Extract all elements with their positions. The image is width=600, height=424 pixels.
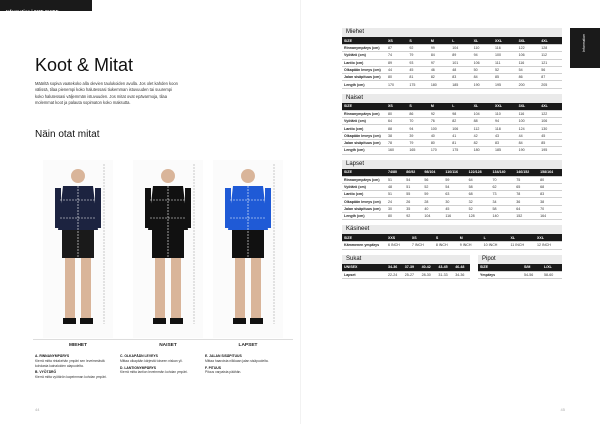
size-table-miehet: [342, 28, 562, 89]
table-cell: 81: [407, 74, 428, 81]
table-cell: 124: [517, 125, 540, 132]
table-cell: 12 INCH: [535, 242, 562, 249]
table-header-cell: 4XL: [539, 37, 562, 45]
intro-text: Määritä sopiva vaatekoko alla olevien taulukoiden avulla. Jos olet kahden koon välissä, tilaa pienempi koko halutessasi tiukemman istuvuuden tai suurempi koko halutessasi väljemmän istuvuuden. Jos mitat ovat epävarmoja, tilaa molemmat koot ja palauta sopimaton koko maksutta.: [35, 81, 178, 106]
table-cell: 11 INCH: [509, 242, 536, 249]
table-cell: 110: [493, 110, 517, 117]
table-cell: 94: [407, 125, 428, 132]
person-silhouette-icon: [38, 160, 118, 338]
table-cell: 92: [404, 213, 422, 220]
table-cell: 44: [386, 66, 407, 73]
size-table-käsineet: [342, 225, 562, 249]
side-tab-label: Information: [582, 34, 586, 52]
table-cell: 104: [422, 213, 443, 220]
table-cell: 118: [493, 125, 517, 132]
table-cell: 195: [493, 81, 517, 88]
table-cell: 30: [386, 205, 404, 212]
table-cell: 99: [429, 45, 450, 52]
table-cell: 43: [493, 132, 517, 139]
table-header-cell: SIZE: [342, 103, 386, 111]
table-cell: 83: [538, 191, 562, 198]
table-cell: Rinnanympärys (cm): [342, 110, 386, 117]
person-figure-lapset: [208, 160, 288, 348]
table-cell: 38: [386, 132, 407, 139]
note-text: Mittaa olkapään kärjestä toiseen niskan yli.: [120, 358, 183, 363]
table-cell: Rinnanympärys (cm): [342, 176, 386, 183]
table-cell: 28-30: [420, 271, 437, 278]
table-cell: 58-60: [542, 271, 562, 278]
table-cell: 68: [538, 183, 562, 190]
table-header-cell: S/M: [522, 264, 542, 272]
table-header-cell: L: [450, 37, 471, 45]
table-cell: 82: [429, 74, 450, 81]
table-cell: 100: [517, 118, 540, 125]
table-header-cell: L/XL: [542, 264, 562, 272]
table-cell: 24: [386, 198, 404, 205]
table-cell: 51: [404, 183, 422, 190]
small-tables-row: [342, 255, 562, 284]
table-cell: Rinnanympärys (cm): [342, 45, 386, 52]
table-cell: 52: [422, 183, 443, 190]
table-cell: Lantio (cm): [342, 59, 386, 66]
table-cell: 112: [472, 125, 493, 132]
table-cell: 84: [517, 139, 540, 146]
table-header-cell: 34-36: [386, 264, 403, 272]
table-cell: 110: [472, 45, 493, 52]
section-header: [0, 0, 92, 14]
table-cell: 140: [490, 213, 514, 220]
table-cell: 152: [514, 213, 538, 220]
table-header-cell: UNISEX: [342, 264, 386, 272]
table-cell: Kämmenen ympärys: [342, 242, 386, 249]
table-cell: Olkapään leveys (cm): [342, 132, 386, 139]
table-cell: 56: [422, 176, 443, 183]
table-cell: Vyötärö (cm): [342, 183, 386, 190]
table-cell: 73: [490, 191, 514, 198]
table-cell: 54: [443, 183, 466, 190]
table-cell: 51: [386, 176, 404, 183]
table-cell: 98: [450, 110, 471, 117]
table-header-cell: S: [407, 103, 428, 111]
table-cell: 44: [517, 132, 540, 139]
table-cell: 42: [472, 132, 493, 139]
table-title: Miehet: [342, 28, 562, 37]
table-header-cell: 86/92: [404, 169, 422, 177]
table-cell: 116: [517, 59, 540, 66]
table-cell: 34: [490, 198, 514, 205]
table-header-cell: XXL: [493, 103, 517, 111]
table-cell: 86: [517, 74, 540, 81]
table-header-cell: XS: [410, 234, 434, 242]
table-row: [342, 183, 562, 190]
person-figure-miehet: [38, 160, 118, 348]
table-row: [342, 191, 562, 198]
table-row: [342, 242, 562, 249]
table-cell: 54: [517, 66, 540, 73]
table-cell: 40: [429, 132, 450, 139]
table-cell: 80: [386, 110, 407, 117]
table-title: Naiset: [342, 94, 562, 103]
table-cell: 39: [407, 132, 428, 139]
table-cell: 84: [429, 52, 450, 59]
note-column: [120, 352, 200, 375]
person-silhouette-icon: [128, 160, 208, 338]
table-cell: 170: [386, 81, 407, 88]
note-heading: B. VYÖTÄRÖ: [35, 370, 57, 375]
table-row: [478, 271, 562, 278]
table-cell: 58: [490, 205, 514, 212]
table-cell: 45: [407, 66, 428, 73]
table-header-cell: SIZE: [342, 37, 386, 45]
table-title: Lapset: [342, 160, 562, 169]
table-header-cell: 3XL: [517, 103, 540, 111]
table-cell: 92: [429, 110, 450, 117]
table-cell: 78: [386, 139, 407, 146]
table-cell: 83: [493, 139, 517, 146]
table-row: [342, 125, 562, 132]
table-header-cell: XXL: [535, 234, 562, 242]
table-cell: 180: [472, 147, 493, 154]
table-cell: Jalan sisäpituus (cm): [342, 74, 386, 81]
table-header-cell: XXS: [386, 234, 410, 242]
table-cell: 82: [450, 118, 471, 125]
table-cell: 80: [538, 176, 562, 183]
table-cell: 85: [493, 74, 517, 81]
table-cell: 28: [422, 198, 443, 205]
table-cell: Jalan sisäpituus (cm): [342, 139, 386, 146]
table-header-cell: 98/104: [422, 169, 443, 177]
table-header-cell: 40-42: [420, 264, 437, 272]
left-page: [35, 55, 305, 140]
table-cell: 48: [450, 66, 471, 73]
table-cell: 59: [443, 176, 466, 183]
table-row: [342, 132, 562, 139]
size-table-lapset: [342, 160, 562, 221]
table-header-cell: XL: [472, 103, 493, 111]
table-row: [342, 74, 562, 81]
table-row: [342, 66, 562, 73]
table-cell: 79: [407, 52, 428, 59]
table-cell: Vyötärö (cm): [342, 52, 386, 59]
table-cell: 70: [490, 176, 514, 183]
table-cell: 35: [404, 205, 422, 212]
table-cell: 106: [517, 52, 540, 59]
table-cell: 175: [407, 81, 428, 88]
table-cell: 116: [443, 213, 466, 220]
table-cell: 51: [386, 191, 404, 198]
size-table-pipot: [478, 255, 562, 279]
table-header-cell: XS: [386, 103, 407, 111]
table-cell: 128: [467, 213, 491, 220]
table-row: [342, 176, 562, 183]
table-cell: 34-36: [453, 271, 470, 278]
table-cell: 22-24: [386, 271, 403, 278]
table-header-cell: 43-45: [436, 264, 453, 272]
table-cell: 10 INCH: [482, 242, 509, 249]
table-cell: 94: [472, 52, 493, 59]
table-cell: 89: [386, 59, 407, 66]
table-cell: 195: [539, 147, 562, 154]
table-header-cell: XL: [509, 234, 536, 242]
table-cell: 74: [386, 52, 407, 59]
table-cell: 88: [472, 118, 493, 125]
note-heading: E. JALAN SISÄPITUUS: [205, 354, 242, 358]
table-cell: 104: [450, 45, 471, 52]
table-cell: 205: [539, 81, 562, 88]
table-cell: 130: [539, 125, 562, 132]
table-cell: 106: [472, 59, 493, 66]
table-cell: Lapset: [342, 271, 386, 278]
table-cell: 200: [517, 81, 540, 88]
table-cell: 88: [386, 125, 407, 132]
table-cell: 41: [450, 132, 471, 139]
person-silhouette-icon: [208, 160, 288, 338]
table-cell: 52: [467, 205, 491, 212]
table-row: [342, 198, 562, 205]
table-cell: 160: [386, 147, 407, 154]
table-cell: 25-27: [403, 271, 420, 278]
table-cell: 121: [539, 59, 562, 66]
table-row: [342, 81, 562, 88]
table-cell: 75: [514, 176, 538, 183]
size-table-naiset: [342, 94, 562, 155]
table-title: Sukat: [342, 255, 470, 264]
table-cell: 86: [407, 110, 428, 117]
table-row: [342, 139, 562, 146]
note-text: Kierrä mitta lantion leveimmän kohdan ympäri.: [120, 370, 188, 375]
table-cell: 80: [386, 213, 404, 220]
table-cell: Length (cm): [342, 213, 386, 220]
table-cell: 26: [404, 198, 422, 205]
note-heading: A. RINNANYMPÄRYS: [35, 354, 70, 358]
table-cell: 48: [386, 183, 404, 190]
table-cell: 65: [514, 183, 538, 190]
table-cell: 185: [450, 81, 471, 88]
table-cell: 64: [514, 205, 538, 212]
table-cell: 101: [450, 59, 471, 66]
table-cell: Lantio (cm): [342, 125, 386, 132]
table-row: [342, 110, 562, 117]
table-cell: 32: [467, 198, 491, 205]
table-cell: 54: [404, 176, 422, 183]
table-cell: 100: [493, 52, 517, 59]
table-cell: 85: [539, 139, 562, 146]
table-cell: 106: [539, 118, 562, 125]
table-cell: 104: [472, 110, 493, 117]
section-header-label: Information | SIZE GUIDE: [6, 9, 59, 14]
table-cell: 68: [467, 191, 491, 198]
size-tables: [342, 28, 562, 284]
measure-subtitle: Näin otat mitat: [35, 128, 100, 140]
table-header-cell: M: [429, 103, 450, 111]
table-cell: 70: [407, 118, 428, 125]
table-cell: 9 INCH: [458, 242, 482, 249]
note-column: [35, 352, 115, 380]
table-cell: 170: [429, 147, 450, 154]
table-cell: 59: [422, 191, 443, 198]
person-label: LAPSET: [238, 343, 258, 348]
table-cell: 45: [443, 205, 466, 212]
table-row: [342, 147, 562, 154]
table-cell: 122: [517, 45, 540, 52]
note-text: Pituus varpaista päähän.: [205, 370, 242, 375]
table-row: [342, 52, 562, 59]
table-cell: 8 INCH: [434, 242, 458, 249]
table-cell: 64: [467, 176, 491, 183]
table-cell: 94: [493, 118, 517, 125]
table-header-cell: SIZE: [342, 169, 386, 177]
person-label: MIEHET: [68, 343, 88, 348]
person-figure-naiset: [128, 160, 208, 348]
note-heading: D. LANTIONYMPÄRYS: [120, 365, 157, 370]
table-title: Pipot: [478, 255, 562, 264]
table-cell: 164: [538, 213, 562, 220]
table-header-cell: 4XL: [539, 103, 562, 111]
table-cell: 180: [429, 81, 450, 88]
table-cell: 128: [539, 45, 562, 52]
table-cell: Olkapään leveys (cm): [342, 198, 386, 205]
table-cell: 36: [514, 198, 538, 205]
table-cell: 38: [538, 198, 562, 205]
table-cell: 79: [407, 139, 428, 146]
table-header-cell: SIZE: [342, 234, 386, 242]
table-header-cell: L: [450, 103, 471, 111]
note-text: Kierrä mitta vyötärön kapeimman kohdan ympäri.: [35, 375, 107, 380]
table-cell: 64: [386, 118, 407, 125]
table-cell: 55: [404, 191, 422, 198]
table-cell: 84: [472, 74, 493, 81]
table-row: [342, 205, 562, 212]
note-text: Kierrä mitta rintakehän ympäri sen leveimmästä kohdasta kainaloiden alapuolelta.: [35, 358, 105, 368]
table-header-cell: XS: [386, 37, 407, 45]
table-row: [342, 45, 562, 52]
table-cell: 83: [450, 74, 471, 81]
page-number-left: 44: [35, 407, 40, 412]
table-cell: 175: [450, 147, 471, 154]
table-cell: 165: [407, 147, 428, 154]
table-header-cell: XL: [472, 37, 493, 45]
table-cell: 93: [407, 59, 428, 66]
table-cell: 97: [429, 59, 450, 66]
table-cell: Length (cm): [342, 81, 386, 88]
table-cell: 52: [493, 66, 517, 73]
table-cell: 70: [538, 205, 562, 212]
table-header-cell: M: [429, 37, 450, 45]
table-header-cell: 146/152: [514, 169, 538, 177]
table-cell: 87: [386, 45, 407, 52]
person-label: NAISET: [159, 343, 177, 348]
table-cell: 76: [429, 118, 450, 125]
table-cell: 185: [493, 147, 517, 154]
table-header-cell: 3XL: [517, 37, 540, 45]
table-cell: 190: [472, 81, 493, 88]
note-text: Mittaa haaroista nilkkaan jalan sisäpuolelta.: [205, 358, 269, 363]
table-cell: 80: [429, 139, 450, 146]
table-cell: Ympärys: [478, 271, 522, 278]
table-cell: 116: [517, 110, 540, 117]
table-cell: Jalan sisäpituus (cm): [342, 205, 386, 212]
table-cell: 63: [443, 191, 466, 198]
table-header-cell: 74/80: [386, 169, 404, 177]
table-cell: 50: [472, 66, 493, 73]
table-row: [342, 271, 470, 278]
table-cell: Olkapään leveys (cm): [342, 66, 386, 73]
table-header-cell: 46-48: [453, 264, 470, 272]
size-table-sukat: [342, 255, 470, 279]
table-cell: 87: [539, 74, 562, 81]
table-header-cell: SIZE: [478, 264, 522, 272]
table-cell: 122: [539, 110, 562, 117]
table-cell: 80: [386, 74, 407, 81]
table-cell: 56: [539, 66, 562, 73]
note-column: [205, 352, 285, 375]
page-number-right: 45: [560, 407, 565, 412]
table-title: Käsineet: [342, 225, 562, 234]
table-row: [342, 59, 562, 66]
table-cell: 106: [450, 125, 471, 132]
table-cell: 89: [450, 52, 471, 59]
table-cell: 78: [514, 191, 538, 198]
table-header-cell: S: [434, 234, 458, 242]
table-header-cell: XXL: [493, 37, 517, 45]
table-row: [342, 118, 562, 125]
table-cell: 116: [493, 45, 517, 52]
table-header-cell: 37-39: [403, 264, 420, 272]
table-cell: 58: [467, 183, 491, 190]
table-cell: 31-33: [436, 271, 453, 278]
table-cell: 111: [493, 59, 517, 66]
note-heading: F. PITUUS: [205, 365, 222, 370]
table-cell: 46: [429, 66, 450, 73]
table-header-cell: 110/116: [443, 169, 466, 177]
table-cell: 7 INCH: [410, 242, 434, 249]
measurement-figures: [33, 160, 293, 348]
table-cell: 30: [443, 198, 466, 205]
note-heading: C. OLKAPÄÄN LEVEYS: [120, 354, 158, 358]
table-cell: 190: [517, 147, 540, 154]
table-cell: 45: [539, 132, 562, 139]
table-cell: Lantio (cm): [342, 191, 386, 198]
table-cell: 82: [472, 139, 493, 146]
side-tab: [570, 28, 600, 68]
table-cell: 81: [450, 139, 471, 146]
table-row: [342, 213, 562, 220]
table-cell: 100: [429, 125, 450, 132]
table-cell: 92: [407, 45, 428, 52]
table-cell: 62: [490, 183, 514, 190]
table-cell: Length (cm): [342, 147, 386, 154]
table-header-cell: M: [458, 234, 482, 242]
table-header-cell: L: [482, 234, 509, 242]
table-cell: 6 INCH: [386, 242, 410, 249]
table-cell: Vyötärö (cm): [342, 118, 386, 125]
table-cell: 40: [422, 205, 443, 212]
table-header-cell: 122/128: [467, 169, 491, 177]
table-header-cell: 134/140: [490, 169, 514, 177]
table-cell: 112: [539, 52, 562, 59]
table-header-cell: S: [407, 37, 428, 45]
table-cell: 54-56: [522, 271, 542, 278]
page-title: Koot & Mitat: [35, 55, 134, 75]
table-header-cell: 158/164: [538, 169, 562, 177]
